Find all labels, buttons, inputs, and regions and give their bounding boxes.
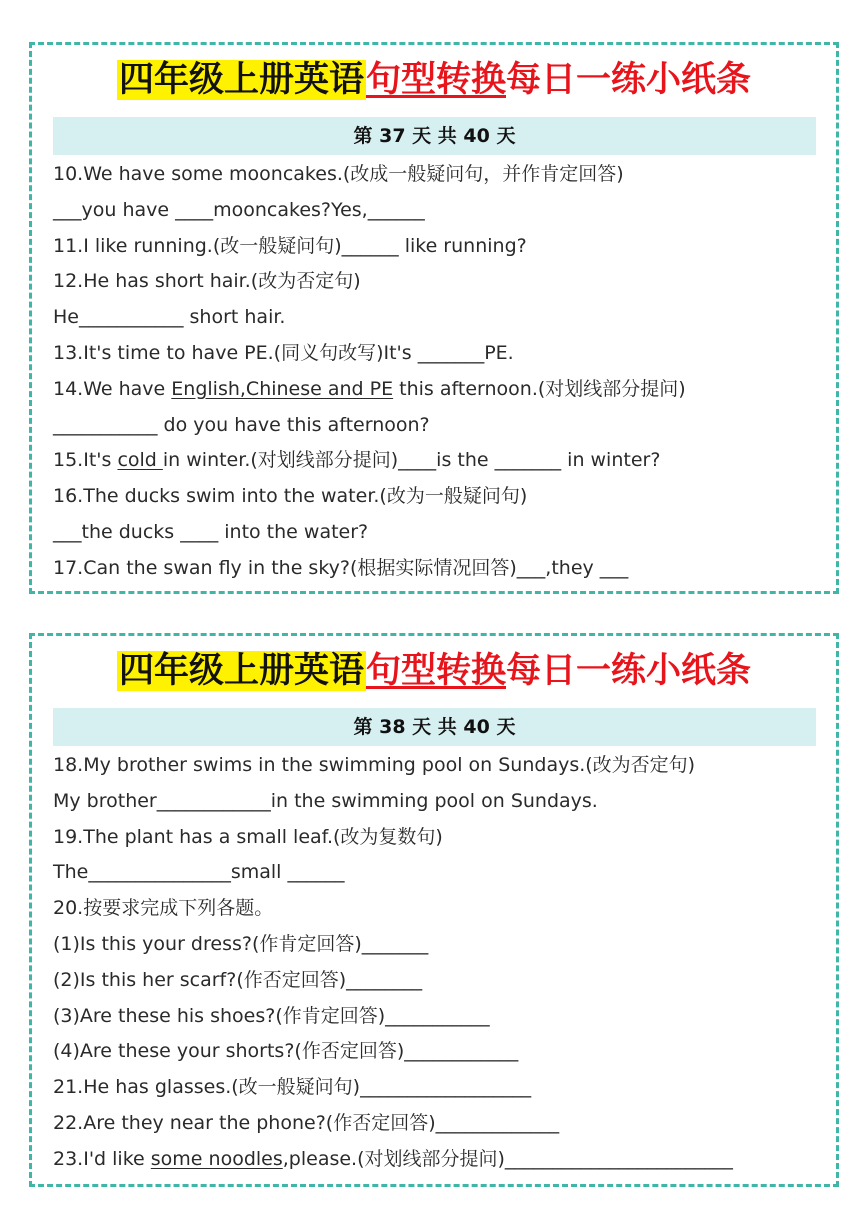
exercise-line: 22.Are they near the phone?(作否定回答)_____________ [53,1111,560,1134]
exercise-line: 10.We have some mooncakes.(改成一般疑问句，并作肯定回答) [53,163,624,185]
underlined-phrase: cold [117,449,163,472]
exercise-line: ___________ do you have this afternoon? [53,413,430,436]
exercise-line: 16.The ducks swim into the water.(改为一般疑问句) [53,485,528,508]
exercise-line: 21.He has glasses.(改一般疑问句)__________________ [53,1076,532,1099]
exercise-line: (4)Are these your shorts?(作否定回答)____________ [53,1040,519,1063]
exercise-line: The_______________small ______ [53,861,345,884]
day-counter-bar: 第 38 天 共 40 天 [53,708,816,746]
exercise-line: (3)Are these his shoes?(作肯定回答)___________ [53,1004,490,1027]
title-highlight: 四年级上册英语 [118,60,364,100]
worksheet-card-day-38 [29,633,839,1187]
exercise-line: 20.按要求完成下列各题。 [53,897,274,920]
exercise-line: My brother____________in the swimming pool on Sundays. [53,789,598,812]
exercise-line: 17.Can the swan fly in the sky?(根据实际情况回答)___,they ___ [53,556,629,579]
underlined-phrase: English,Chinese and PE [171,377,394,400]
exercise-line: ___the ducks ____ into the water? [53,520,369,543]
card-title [32,55,836,105]
day-counter-bar: 第 37 天 共 40 天 [53,117,816,155]
exercise-lines [53,748,823,1178]
title-red: 每日一练小纸条 [506,651,752,691]
exercise-line: 18.My brother swims in the swimming pool on Sundays.(改为否定句) [53,754,696,776]
exercise-line: 14.We have English,Chinese and PE this afternoon.(对划线部分提问) [53,377,686,400]
title-underlined: 句型转换 [365,651,506,691]
card-title [32,646,836,696]
exercise-lines [53,157,823,587]
underlined-phrase: some noodles [150,1147,283,1170]
exercise-line: 11.I like running.(改一般疑问句)______ like running? [53,234,527,257]
exercise-line: (1)Is this your dress?(作肯定回答)_______ [53,932,429,955]
exercise-line: ___you have ____mooncakes?Yes,______ [53,198,425,221]
exercise-line: He___________ short hair. [53,306,286,329]
exercise-line: 19.The plant has a small leaf.(改为复数句) [53,825,443,848]
exercise-line: 12.He has short hair.(改为否定句) [53,270,361,293]
exercise-line: 23.I'd like some noodles,please.(对划线部分提问)________________________ [53,1147,733,1170]
worksheet-card-day-37 [29,42,839,594]
title-red: 每日一练小纸条 [506,60,752,100]
title-highlight: 四年级上册英语 [118,651,364,691]
exercise-line: 13.It's time to have PE.(同义句改写)It's _______PE. [53,341,514,364]
exercise-line: (2)Is this her scarf?(作否定回答)________ [53,968,423,991]
title-underlined: 句型转换 [365,60,506,100]
exercise-line: 15.It's cold in winter.(对划线部分提问)____is the _______ in winter? [53,449,661,472]
